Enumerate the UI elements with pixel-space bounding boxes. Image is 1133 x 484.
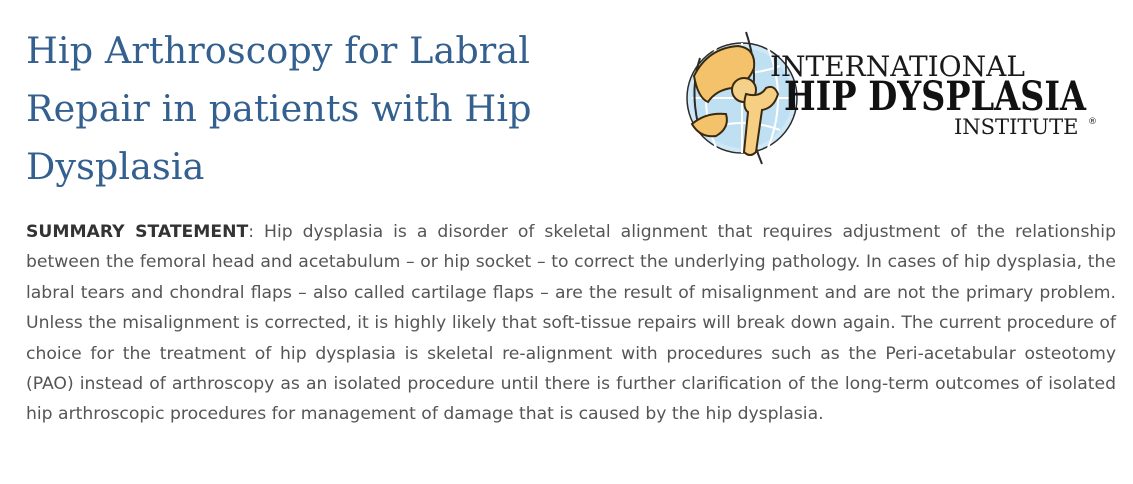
- summary-statement: [26, 217, 1116, 430]
- summary-text: Hip dysplasia is a disorder of skeletal alignment that requires adjustment of the relationship between the femoral head and acetabulum – or hip socket – to correct the underlying pathology. In cases of hip dysplasia, the labral tears and chondral flaps – also called cartilage flaps – are the result of misalignment and are not the primary problem. Unless the misalignment is corrected, it is highly likely that soft-tissue repairs will break down again. The current procedure of choice for the treatment of hip dysplasia is skeletal re-alignment with procedures such as the Peri-acetabular osteotomy (PAO) instead of arthroscopy as an isolated procedure until there is further clarification of the long-term outcomes of isolated hip arthroscopic procedures for management of damage that is caused by the hip dysplasia.: [26, 222, 1116, 425]
- logo-graphic: [686, 28, 1106, 168]
- article-title: Hip Arthroscopy for Labral Repair in patients with Hip Dysplasia: [26, 29, 532, 188]
- registered-mark: ®: [1088, 117, 1097, 127]
- ihdi-logo[interactable]: [686, 28, 1106, 168]
- summary-label: SUMMARY STATEMENT: [26, 222, 249, 242]
- summary-colon: :: [248, 222, 255, 242]
- logo-line-institute: INSTITUTE: [954, 115, 1079, 139]
- logo-line-hip-dysplasia: HIP DYSPLASIA: [784, 73, 1087, 120]
- logo-line-international: INTERNATIONAL: [770, 50, 1025, 83]
